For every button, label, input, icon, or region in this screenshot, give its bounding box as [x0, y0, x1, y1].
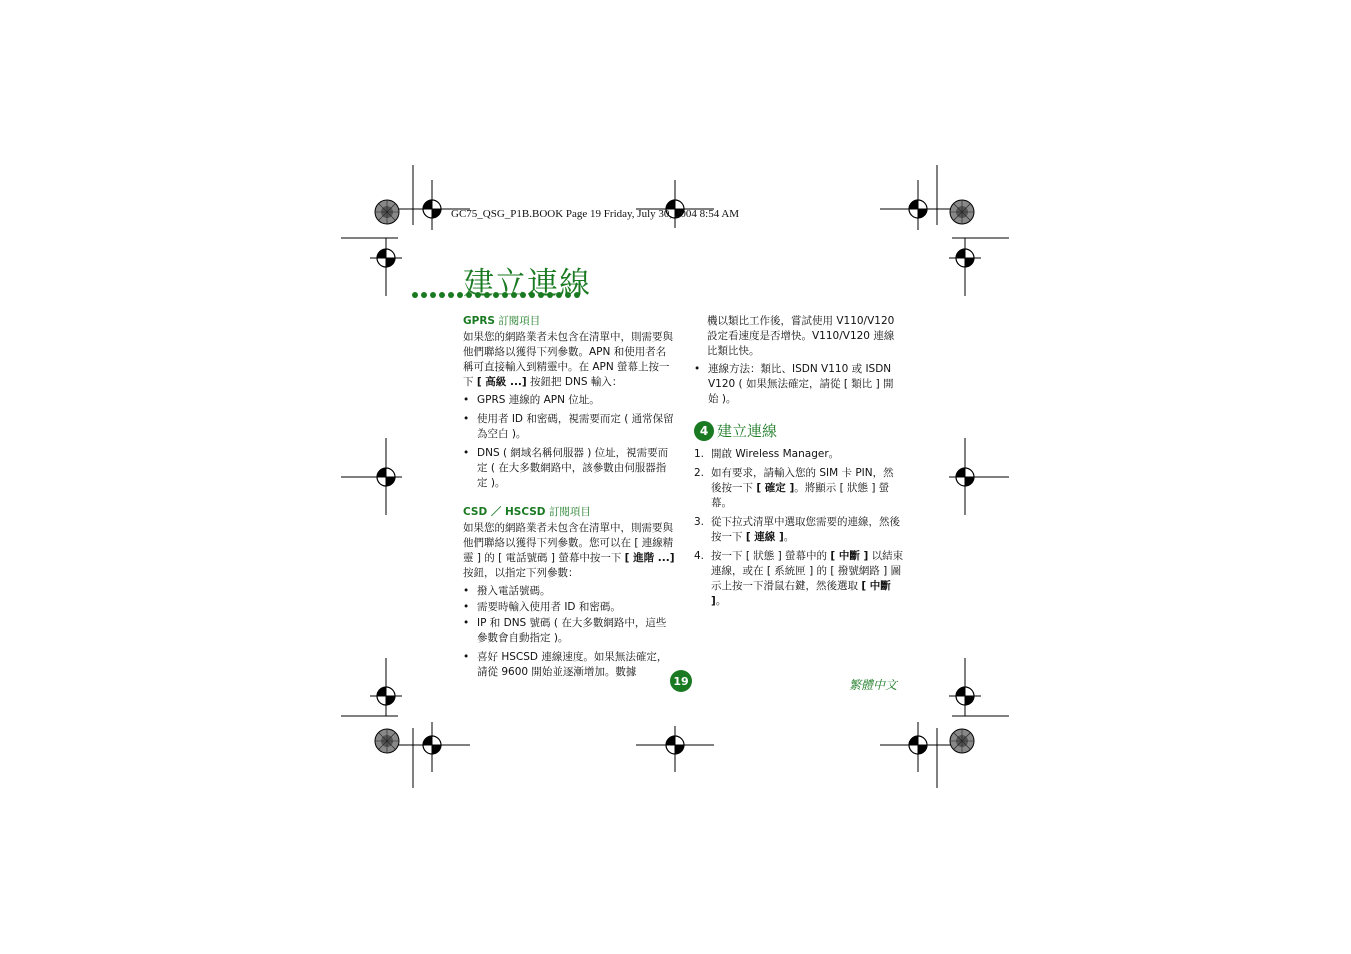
gprs-intro-text-2: 按鈕把 DNS 輸入： [526, 376, 623, 388]
step-text: 按一下 [ 狀態 ] 螢幕中的 [711, 550, 831, 562]
gprs-intro [463, 330, 675, 390]
gprs-heading-cjk: 訂閱項目 [494, 315, 541, 327]
csd-intro-text-2: 按鈕，以指定下列參數： [463, 567, 579, 579]
page-title-block [411, 258, 711, 302]
list-item: • IP 和 DNS 號碼 ( 在大多數網路中，這些參數會自動指定 )。 [463, 616, 675, 646]
ok-button-ref: [ 確定 ] [756, 482, 795, 494]
step-number: 1. [694, 448, 705, 460]
section-heading [694, 421, 904, 441]
step-text: 如有要求，請輸入您的 SIM 卡 PIN，然後按一下 [711, 467, 894, 494]
list-item: • DNS ( 網域名稱伺服器 ) 位址，視需要而定 ( 在大多數網路中，該參數由伺服器指定 )。 [463, 446, 675, 491]
right-column [694, 314, 904, 613]
section-title: 建立連線 [717, 421, 778, 440]
continued-paragraph: 機以類比工作後，嘗試使用 V110/V120 設定看速度是否增快。V110/V120 連線比類比快。 [707, 315, 895, 357]
step-item [694, 466, 904, 511]
step-text: 開啟 Wireless Manager。 [711, 448, 840, 460]
disconnect-menu-ref: [ 中斷 ] [711, 580, 891, 607]
list-item: • 使用者 ID 和密碼，視需要而定 ( 通常保留為空白 )。 [463, 412, 675, 442]
step-item [694, 549, 904, 609]
gprs-heading [463, 314, 675, 329]
step-text-2: 。 [783, 531, 795, 543]
list-item: • 連線方法：類比、ISDN V110 或 ISDN V120 ( 如果無法確定，請從 [ 類比 ] 開始 )。 [694, 362, 904, 407]
language-label: 繁體中文 [849, 678, 898, 692]
page-number-badge: 19 [670, 670, 692, 692]
print-header: GC75_QSG_P1B.BOOK Page 19 Friday, July 30, 2004 8:54 AM [451, 208, 740, 220]
step-text-3: 。 [715, 595, 727, 607]
csd-bullet-list [463, 584, 675, 680]
step-number: 4. [694, 550, 705, 562]
gprs-heading-en: GPRS [463, 315, 495, 327]
csd-heading [463, 505, 675, 520]
step-text-2: 以結束連線，或在 [ 系統匣 ] 的 [ 撥號網路 ] 圖示上按一下滑鼠右鍵，然後選取 [711, 550, 904, 592]
step-text: 從下拉式清單中選取您需要的連線，然後按一下 [711, 516, 900, 543]
csd-heading-en: CSD ／ HSCSD [463, 506, 546, 518]
step-item [694, 447, 904, 462]
list-item: • 喜好 HSCSD 連線速度。如果無法確定，請從 9600 開始並逐漸增加。數據 [463, 650, 675, 680]
list-item: • 撥入電話號碼。 [463, 584, 675, 599]
step-number: 2. [694, 467, 705, 479]
list-item: • GPRS 連線的 APN 位址。 [463, 393, 675, 408]
steps-list [694, 447, 904, 609]
connection-method-list [694, 362, 904, 407]
csd-advanced-button-ref: [ 進階 ...] [624, 552, 675, 564]
gprs-advanced-button-ref: [ 高級 ...] [476, 376, 527, 388]
list-item: • 需要時輸入使用者 ID 和密碼。 [463, 600, 675, 615]
csd-intro [463, 521, 675, 581]
step-number: 3. [694, 516, 705, 528]
step-text-2: 。將顯示 [ 狀態 ] 螢幕。 [711, 482, 890, 509]
section-number-badge: 4 [694, 421, 714, 441]
csd-intro-text: 如果您的網路業者未包含在清單中，則需要與他們聯絡以獲得下列參數。您可以在 [ 連線精靈 ] 的 [ 電話號碼 ] 螢幕中按一下 [463, 522, 674, 564]
page-title: 建立連線 [463, 266, 591, 302]
connect-button-ref: [ 連線 ] [745, 531, 784, 543]
disconnect-button-ref: [ 中斷 ] [830, 550, 869, 562]
step-item [694, 515, 904, 545]
gprs-bullet-list [463, 393, 675, 491]
left-column [463, 314, 675, 681]
csd-heading-cjk: 訂閱項目 [545, 506, 591, 518]
gprs-intro-text: 如果您的網路業者未包含在清單中，則需要與他們聯絡以獲得下列參數。APN 和使用者名稱可直接輸入到精靈中。在 APN 螢幕上按一下 [463, 331, 673, 388]
